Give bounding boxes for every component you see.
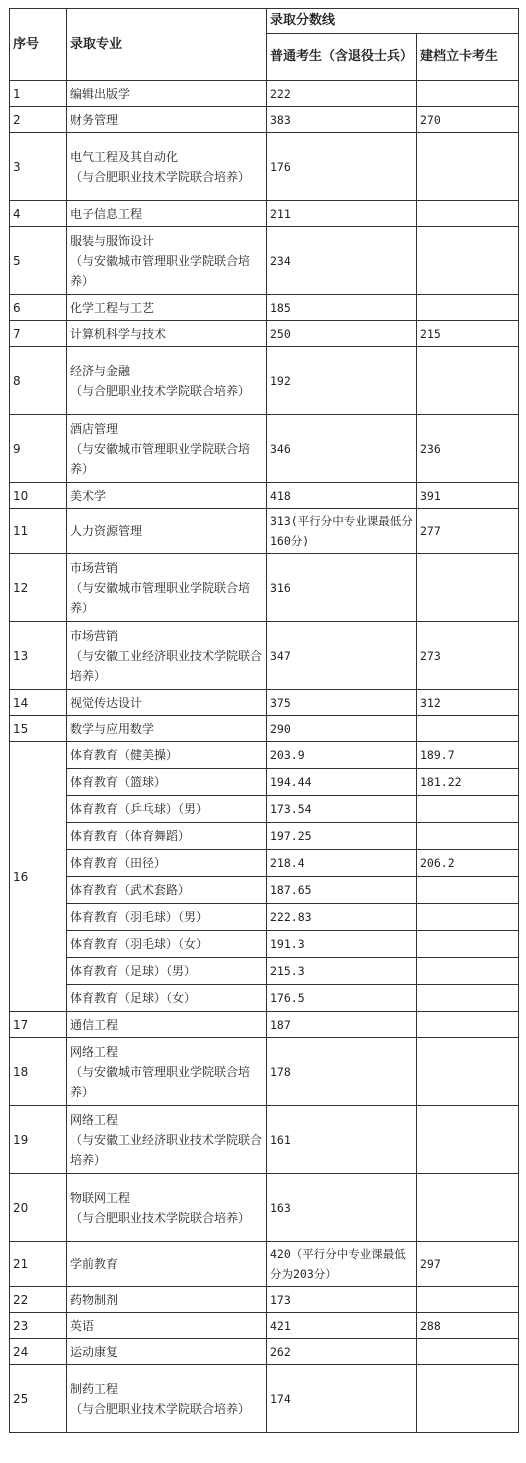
table-row	[10, 769, 519, 796]
table-row	[10, 1106, 519, 1174]
cell-poverty-score: 189.7	[417, 742, 519, 769]
cell-seq: 2	[10, 107, 67, 133]
cell-seq: 23	[10, 1313, 67, 1339]
major-note: （与安徽城市管理职业学院联合培养）	[70, 1064, 251, 1099]
table-row	[10, 742, 519, 769]
cell-major	[67, 347, 267, 415]
cell-poverty-score	[417, 716, 519, 742]
cell-regular-score: 203.9	[267, 742, 417, 769]
cell-regular-score: 262	[267, 1339, 417, 1365]
cell-seq: 16	[10, 742, 67, 1012]
cell-major: 体育教育（羽毛球）（女）	[67, 931, 267, 958]
cell-regular-score: 211	[267, 201, 417, 227]
major-name: 酒店管理	[70, 421, 119, 436]
cell-major: 体育教育（乒乓球）（男）	[67, 796, 267, 823]
table-row	[10, 1038, 519, 1106]
major-name: 学前教育	[70, 1257, 119, 1271]
cell-seq: 12	[10, 554, 67, 622]
major-note: （与安徽城市管理职业学院联合培养）	[70, 580, 251, 615]
cell-regular-score: 173	[267, 1287, 417, 1313]
cell-major	[67, 716, 267, 742]
table-row	[10, 483, 519, 509]
cell-poverty-score	[417, 796, 519, 823]
cell-major	[67, 1287, 267, 1313]
table-row	[10, 509, 519, 554]
cell-regular-score: 290	[267, 716, 417, 742]
table-row	[10, 295, 519, 321]
cell-seq: 15	[10, 716, 67, 742]
major-note: （与安徽城市管理职业学院联合培养）	[70, 441, 251, 476]
cell-regular-score: 173.54	[267, 796, 417, 823]
cell-seq: 7	[10, 321, 67, 347]
cell-regular-score: 163	[267, 1174, 417, 1242]
cell-seq: 6	[10, 295, 67, 321]
cell-major: 体育教育（体育舞蹈）	[67, 823, 267, 850]
cell-major: 体育教育（羽毛球）（男）	[67, 904, 267, 931]
table-row	[10, 877, 519, 904]
cell-poverty-score	[417, 823, 519, 850]
cell-regular-score: 347	[267, 622, 417, 690]
major-name: 市场营销	[70, 560, 119, 575]
cell-poverty-score	[417, 1339, 519, 1365]
cell-poverty-score	[417, 227, 519, 295]
cell-regular-score: 194.44	[267, 769, 417, 796]
cell-major: 体育教育（田径）	[67, 850, 267, 877]
cell-major	[67, 1365, 267, 1433]
cell-regular-score: 218.4	[267, 850, 417, 877]
major-name: 英语	[70, 1318, 95, 1333]
cell-seq: 10	[10, 483, 67, 509]
major-note: （与安徽工业经济职业技术学院联合培养）	[70, 648, 263, 683]
cell-regular-score: 161	[267, 1106, 417, 1174]
major-name: 市场营销	[70, 628, 119, 643]
table-row	[10, 622, 519, 690]
major-note: （与合肥职业技术学院联合培养）	[70, 1401, 251, 1416]
major-name: 视觉传达设计	[70, 695, 143, 710]
cell-seq: 19	[10, 1106, 67, 1174]
cell-seq: 21	[10, 1242, 67, 1287]
major-name: 药物制剂	[70, 1292, 119, 1307]
major-name: 通信工程	[70, 1017, 119, 1032]
table-row	[10, 931, 519, 958]
major-note: （与安徽工业经济职业技术学院联合培养）	[70, 1132, 263, 1167]
cell-poverty-score	[417, 1365, 519, 1433]
cell-poverty-score	[417, 931, 519, 958]
major-name: 运动康复	[70, 1344, 119, 1359]
cell-poverty-score: 312	[417, 690, 519, 716]
cell-seq: 5	[10, 227, 67, 295]
header-row	[10, 9, 519, 34]
cell-major	[67, 81, 267, 107]
cell-poverty-score	[417, 1287, 519, 1313]
table-row	[10, 1287, 519, 1313]
table-row	[10, 415, 519, 483]
header-seq: 序号	[10, 9, 67, 81]
cell-poverty-score: 206.2	[417, 850, 519, 877]
major-name: 化学工程与工艺	[70, 300, 155, 315]
cell-poverty-score	[417, 81, 519, 107]
cell-poverty-score	[417, 295, 519, 321]
cell-major	[67, 554, 267, 622]
table-row	[10, 1365, 519, 1433]
table-row	[10, 201, 519, 227]
table-row	[10, 347, 519, 415]
table-row	[10, 321, 519, 347]
cell-major	[67, 509, 267, 554]
table-row	[10, 1174, 519, 1242]
major-name: 制药工程	[70, 1381, 119, 1396]
table-row	[10, 823, 519, 850]
cell-seq: 22	[10, 1287, 67, 1313]
major-name: 编辑出版学	[70, 86, 131, 101]
cell-poverty-score: 236	[417, 415, 519, 483]
major-name: 电气工程及其自动化	[70, 149, 179, 164]
major-name: 网络工程	[70, 1112, 119, 1127]
cell-poverty-score: 270	[417, 107, 519, 133]
table-row	[10, 1242, 519, 1287]
cell-major	[67, 227, 267, 295]
cell-major	[67, 1313, 267, 1339]
cell-poverty-score	[417, 1012, 519, 1038]
cell-seq: 1	[10, 81, 67, 107]
table-row	[10, 1313, 519, 1339]
cell-poverty-score	[417, 877, 519, 904]
cell-major	[67, 1339, 267, 1365]
cell-poverty-score: 215	[417, 321, 519, 347]
cell-poverty-score	[417, 347, 519, 415]
table-row	[10, 958, 519, 985]
cell-poverty-score	[417, 1038, 519, 1106]
major-name: 服装与服饰设计	[70, 233, 155, 248]
major-note: （与安徽城市管理职业学院联合培养）	[70, 253, 251, 288]
cell-major	[67, 107, 267, 133]
table-row	[10, 850, 519, 877]
cell-seq: 14	[10, 690, 67, 716]
major-name: 数学与应用数学	[70, 721, 155, 736]
cell-regular-score: 222.83	[267, 904, 417, 931]
cell-seq: 18	[10, 1038, 67, 1106]
cell-major: 体育教育（武术套路）	[67, 877, 267, 904]
cell-poverty-score: 288	[417, 1313, 519, 1339]
cell-poverty-score	[417, 201, 519, 227]
cell-regular-score: 418	[267, 483, 417, 509]
major-name: 美术学	[70, 488, 107, 503]
cell-seq: 9	[10, 415, 67, 483]
cell-major	[67, 1174, 267, 1242]
table-row	[10, 690, 519, 716]
cell-regular-score: 250	[267, 321, 417, 347]
cell-major: 体育教育（篮球）	[67, 769, 267, 796]
cell-poverty-score: 273	[417, 622, 519, 690]
table-row	[10, 985, 519, 1012]
major-name: 财务管理	[70, 112, 119, 127]
header-regular: 普通考生（含退役士兵）	[267, 34, 417, 81]
cell-regular-score: 346	[267, 415, 417, 483]
cell-major: 体育教育（健美操）	[67, 742, 267, 769]
cell-seq: 24	[10, 1339, 67, 1365]
cell-regular-score: 187	[267, 1012, 417, 1038]
cell-major	[67, 201, 267, 227]
cell-seq: 20	[10, 1174, 67, 1242]
table-row	[10, 1339, 519, 1365]
cell-seq: 11	[10, 509, 67, 554]
cell-poverty-score: 391	[417, 483, 519, 509]
cell-regular-score: 316	[267, 554, 417, 622]
cell-regular-score: 174	[267, 1365, 417, 1433]
header-poverty: 建档立卡考生	[417, 34, 519, 81]
cell-regular-score: 176.5	[267, 985, 417, 1012]
table-row	[10, 133, 519, 201]
cell-poverty-score	[417, 133, 519, 201]
cell-regular-score: 222	[267, 81, 417, 107]
table-row	[10, 796, 519, 823]
cell-seq: 13	[10, 622, 67, 690]
table-row	[10, 554, 519, 622]
cell-poverty-score	[417, 985, 519, 1012]
cell-major: 体育教育（足球）（男）	[67, 958, 267, 985]
cell-major	[67, 133, 267, 201]
cell-regular-score: 185	[267, 295, 417, 321]
cell-seq: 17	[10, 1012, 67, 1038]
cell-major: 体育教育（足球）（女）	[67, 985, 267, 1012]
cell-major	[67, 415, 267, 483]
major-name: 经济与金融	[70, 363, 131, 378]
cell-regular-score: 313(平行分中专业课最低分160分)	[267, 509, 417, 554]
cell-poverty-score: 181.22	[417, 769, 519, 796]
major-name: 人力资源管理	[70, 524, 143, 538]
cell-regular-score: 215.3	[267, 958, 417, 985]
cell-regular-score: 420（平行分中专业课最低分为203分）	[267, 1242, 417, 1287]
cell-regular-score: 192	[267, 347, 417, 415]
cell-regular-score: 176	[267, 133, 417, 201]
major-name: 电子信息工程	[70, 206, 143, 221]
cell-regular-score: 197.25	[267, 823, 417, 850]
table-row	[10, 716, 519, 742]
major-name: 网络工程	[70, 1044, 119, 1059]
cell-poverty-score: 297	[417, 1242, 519, 1287]
cell-major	[67, 1242, 267, 1287]
table-body	[10, 81, 519, 1433]
table-row	[10, 904, 519, 931]
cell-major	[67, 483, 267, 509]
cell-major	[67, 1012, 267, 1038]
cell-seq: 4	[10, 201, 67, 227]
major-note: （与合肥职业技术学院联合培养）	[70, 383, 251, 398]
cell-seq: 25	[10, 1365, 67, 1433]
cell-regular-score: 178	[267, 1038, 417, 1106]
cell-major	[67, 690, 267, 716]
cell-regular-score: 191.3	[267, 931, 417, 958]
cell-major	[67, 622, 267, 690]
table-row	[10, 107, 519, 133]
cell-poverty-score: 277	[417, 509, 519, 554]
cell-regular-score: 375	[267, 690, 417, 716]
cell-major	[67, 295, 267, 321]
major-note: （与合肥职业技术学院联合培养）	[70, 1210, 251, 1225]
major-note: （与合肥职业技术学院联合培养）	[70, 169, 251, 184]
cell-seq: 3	[10, 133, 67, 201]
cell-regular-score: 383	[267, 107, 417, 133]
table-row	[10, 81, 519, 107]
cell-major	[67, 1038, 267, 1106]
cell-regular-score: 421	[267, 1313, 417, 1339]
admission-score-table	[9, 8, 519, 1433]
table-row	[10, 227, 519, 295]
header-score-line: 录取分数线	[267, 9, 519, 34]
cell-poverty-score	[417, 904, 519, 931]
major-name: 计算机科学与技术	[70, 326, 167, 341]
major-name: 物联网工程	[70, 1190, 131, 1205]
cell-poverty-score	[417, 1174, 519, 1242]
cell-poverty-score	[417, 958, 519, 985]
cell-major	[67, 321, 267, 347]
header-major: 录取专业	[67, 9, 267, 81]
cell-regular-score: 187.65	[267, 877, 417, 904]
cell-major	[67, 1106, 267, 1174]
cell-poverty-score	[417, 1106, 519, 1174]
cell-poverty-score	[417, 554, 519, 622]
cell-seq: 8	[10, 347, 67, 415]
cell-regular-score: 234	[267, 227, 417, 295]
table-row	[10, 1012, 519, 1038]
